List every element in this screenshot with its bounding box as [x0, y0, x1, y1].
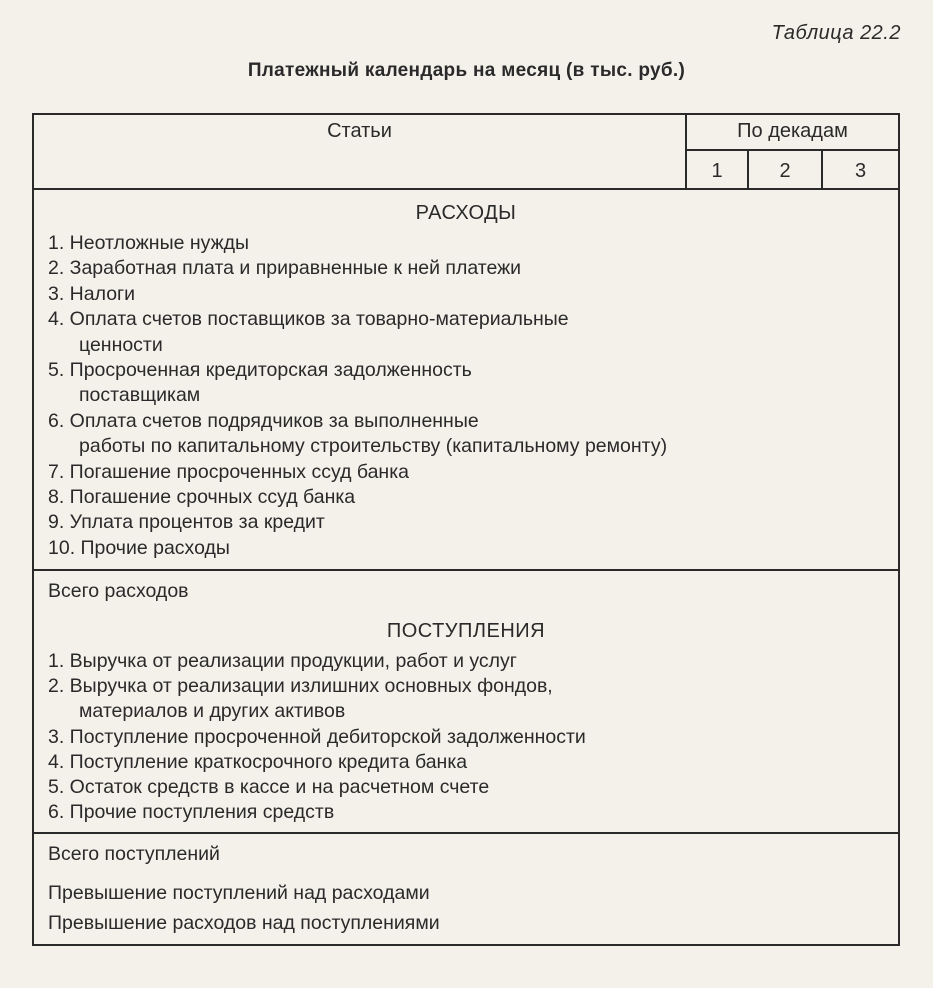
table-number: Таблица 22.2 — [771, 22, 901, 44]
list-item: 2. Выручка от реализации излишних основных фондов, — [48, 675, 553, 698]
expenses-total-divider — [34, 569, 898, 571]
list-item: 4. Оплата счетов поставщиков за товарно-материальные — [48, 308, 569, 331]
list-item-continuation: работы по капитальному строительству (капитальному ремонту) — [79, 435, 668, 458]
decade-3-header: 3 — [854, 160, 867, 182]
decade-1-header: 1 — [711, 160, 723, 182]
header-bottom-border — [34, 188, 898, 190]
list-item-continuation: поставщикам — [79, 384, 201, 407]
income-list — [48, 649, 586, 825]
list-item: 2. Заработная плата и приравненные к ней платежи — [48, 257, 522, 280]
list-item: 3. Поступление просроченной дебиторской задолженности — [48, 725, 586, 748]
decade-2-header: 2 — [779, 160, 791, 182]
expenses-list — [48, 231, 667, 561]
list-item: 5. Просроченная кредиторская задолженность — [48, 359, 472, 382]
excess-expenses-over-income: Превышение расходов над поступлениями — [48, 912, 440, 934]
list-item: 3. Налоги — [48, 282, 136, 305]
list-item-continuation: ценности — [79, 333, 163, 356]
table-title: Платежный календарь на месяц (в тыс. руб.) — [247, 60, 686, 81]
list-item: 10. Прочие расходы — [48, 536, 230, 559]
by-decades-header: По декадам — [737, 120, 848, 142]
list-item-continuation: материалов и других активов — [79, 700, 346, 723]
list-item: 1. Неотложные нужды — [48, 232, 250, 254]
list-item: 8. Погашение срочных ссуд банка — [48, 486, 356, 509]
total-income: Всего поступлений — [48, 843, 220, 865]
list-item: 6. Прочие поступления средств — [48, 801, 335, 824]
list-item: 9. Уплата процентов за кредит — [48, 511, 325, 534]
income-total-divider — [34, 832, 898, 834]
total-expenses: Всего расходов — [48, 580, 189, 602]
expenses-heading: РАСХОДЫ — [415, 202, 517, 224]
list-item: 5. Остаток средств в кассе и на расчетном счете — [48, 776, 490, 799]
articles-header: Статьи — [327, 120, 392, 142]
decades-header-divider — [685, 149, 900, 151]
list-item: 6. Оплата счетов подрядчиков за выполненные — [48, 409, 479, 432]
excess-income-over-expenses: Превышение поступлений над расходами — [48, 882, 430, 904]
list-item: 1. Выручка от реализации продукции, работ и услуг — [48, 650, 517, 672]
income-heading: ПОСТУПЛЕНИЯ — [386, 620, 546, 642]
list-item: 4. Поступление краткосрочного кредита банка — [48, 750, 468, 773]
payment-calendar-table — [32, 113, 900, 946]
list-item: 7. Погашение просроченных ссуд банка — [48, 460, 410, 483]
